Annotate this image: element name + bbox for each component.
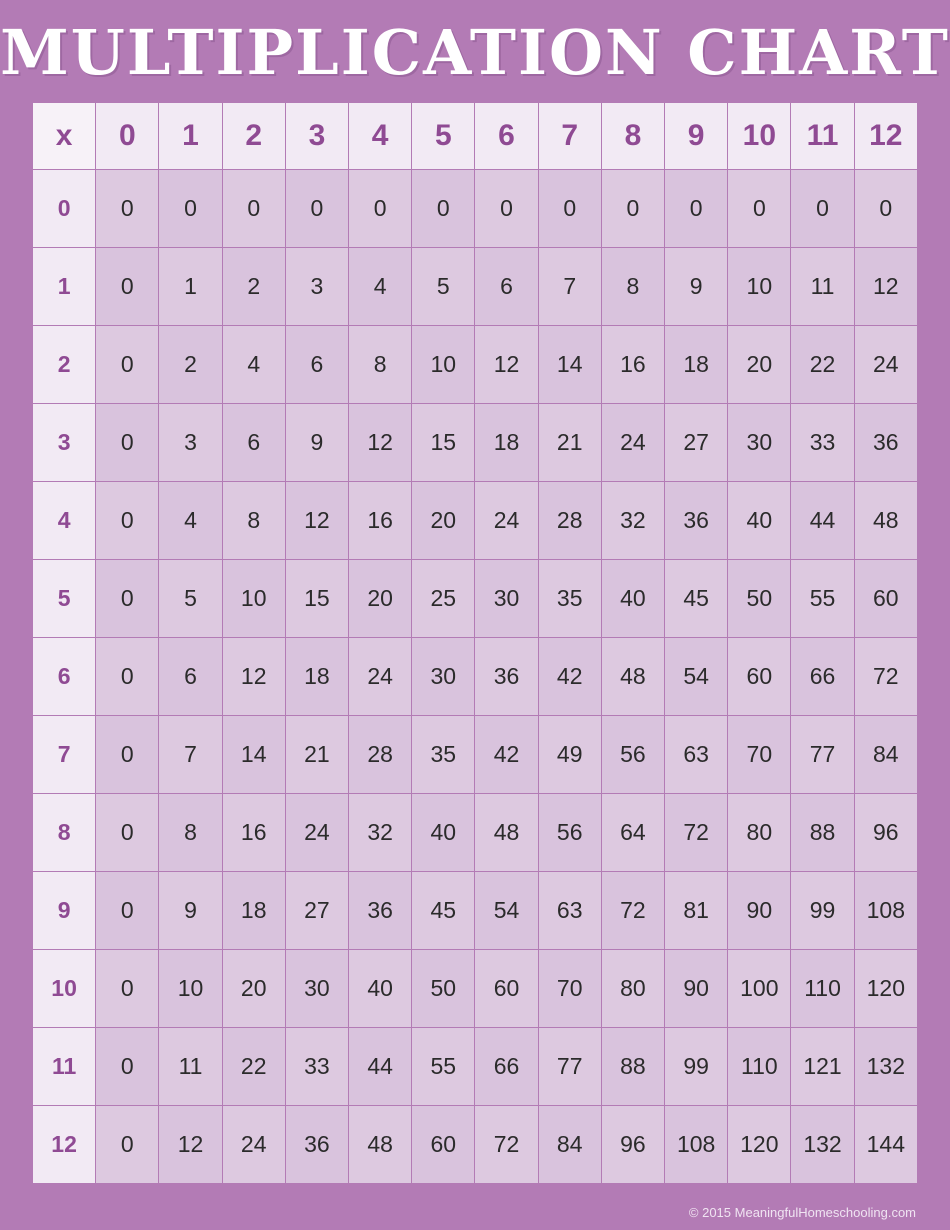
product-cell: 77 xyxy=(791,716,854,794)
product-cell: 35 xyxy=(412,716,475,794)
product-cell: 28 xyxy=(538,482,601,560)
product-cell: 30 xyxy=(728,404,791,482)
product-cell: 60 xyxy=(412,1106,475,1184)
product-cell: 11 xyxy=(159,1028,222,1106)
product-cell: 0 xyxy=(96,170,159,248)
product-cell: 100 xyxy=(728,950,791,1028)
row-header: 2 xyxy=(33,326,96,404)
product-cell: 60 xyxy=(728,638,791,716)
table-row xyxy=(33,482,918,560)
product-cell: 80 xyxy=(601,950,664,1028)
table-row xyxy=(33,326,918,404)
product-cell: 18 xyxy=(222,872,285,950)
product-cell: 40 xyxy=(349,950,412,1028)
product-cell: 32 xyxy=(601,482,664,560)
column-header: 8 xyxy=(601,103,664,170)
product-cell: 8 xyxy=(222,482,285,560)
product-cell: 14 xyxy=(222,716,285,794)
product-cell: 108 xyxy=(854,872,917,950)
product-cell: 90 xyxy=(665,950,728,1028)
product-cell: 0 xyxy=(159,170,222,248)
product-cell: 40 xyxy=(412,794,475,872)
product-cell: 6 xyxy=(159,638,222,716)
column-header: 11 xyxy=(791,103,854,170)
product-cell: 40 xyxy=(601,560,664,638)
product-cell: 20 xyxy=(728,326,791,404)
row-header: 8 xyxy=(33,794,96,872)
product-cell: 30 xyxy=(285,950,348,1028)
product-cell: 4 xyxy=(349,248,412,326)
product-cell: 27 xyxy=(665,404,728,482)
product-cell: 36 xyxy=(285,1106,348,1184)
product-cell: 12 xyxy=(475,326,538,404)
product-cell: 77 xyxy=(538,1028,601,1106)
product-cell: 32 xyxy=(349,794,412,872)
product-cell: 0 xyxy=(412,170,475,248)
product-cell: 15 xyxy=(412,404,475,482)
product-cell: 24 xyxy=(222,1106,285,1184)
product-cell: 20 xyxy=(222,950,285,1028)
product-cell: 16 xyxy=(601,326,664,404)
row-header: 10 xyxy=(33,950,96,1028)
table-row xyxy=(33,1028,918,1106)
product-cell: 50 xyxy=(412,950,475,1028)
product-cell: 24 xyxy=(349,638,412,716)
product-cell: 0 xyxy=(854,170,917,248)
product-cell: 0 xyxy=(728,170,791,248)
product-cell: 66 xyxy=(475,1028,538,1106)
product-cell: 60 xyxy=(854,560,917,638)
product-cell: 36 xyxy=(349,872,412,950)
product-cell: 48 xyxy=(854,482,917,560)
product-cell: 99 xyxy=(791,872,854,950)
product-cell: 3 xyxy=(159,404,222,482)
product-cell: 6 xyxy=(222,404,285,482)
product-cell: 110 xyxy=(728,1028,791,1106)
product-cell: 36 xyxy=(475,638,538,716)
product-cell: 48 xyxy=(475,794,538,872)
product-cell: 96 xyxy=(601,1106,664,1184)
product-cell: 144 xyxy=(854,1106,917,1184)
table-header-row xyxy=(33,103,918,170)
product-cell: 0 xyxy=(96,404,159,482)
product-cell: 80 xyxy=(728,794,791,872)
table-row xyxy=(33,404,918,482)
product-cell: 72 xyxy=(601,872,664,950)
product-cell: 45 xyxy=(665,560,728,638)
chart-table-container xyxy=(32,102,918,1184)
product-cell: 96 xyxy=(854,794,917,872)
product-cell: 3 xyxy=(285,248,348,326)
product-cell: 132 xyxy=(791,1106,854,1184)
product-cell: 4 xyxy=(222,326,285,404)
product-cell: 0 xyxy=(601,170,664,248)
row-header: 5 xyxy=(33,560,96,638)
product-cell: 48 xyxy=(601,638,664,716)
row-header: 3 xyxy=(33,404,96,482)
product-cell: 99 xyxy=(665,1028,728,1106)
product-cell: 25 xyxy=(412,560,475,638)
column-header: 10 xyxy=(728,103,791,170)
column-header: 9 xyxy=(665,103,728,170)
product-cell: 5 xyxy=(412,248,475,326)
product-cell: 0 xyxy=(349,170,412,248)
product-cell: 22 xyxy=(791,326,854,404)
product-cell: 64 xyxy=(601,794,664,872)
product-cell: 2 xyxy=(222,248,285,326)
product-cell: 9 xyxy=(159,872,222,950)
product-cell: 66 xyxy=(791,638,854,716)
column-header: 12 xyxy=(854,103,917,170)
product-cell: 10 xyxy=(159,950,222,1028)
product-cell: 20 xyxy=(412,482,475,560)
product-cell: 6 xyxy=(475,248,538,326)
product-cell: 28 xyxy=(349,716,412,794)
copyright-footer: © 2015 MeaningfulHomeschooling.com xyxy=(688,1205,916,1220)
product-cell: 42 xyxy=(538,638,601,716)
column-header: 4 xyxy=(349,103,412,170)
product-cell: 84 xyxy=(538,1106,601,1184)
product-cell: 1 xyxy=(159,248,222,326)
product-cell: 21 xyxy=(285,716,348,794)
product-cell: 7 xyxy=(538,248,601,326)
table-row xyxy=(33,716,918,794)
product-cell: 4 xyxy=(159,482,222,560)
column-header: 3 xyxy=(285,103,348,170)
product-cell: 56 xyxy=(538,794,601,872)
table-row xyxy=(33,872,918,950)
product-cell: 30 xyxy=(475,560,538,638)
product-cell: 20 xyxy=(349,560,412,638)
product-cell: 45 xyxy=(412,872,475,950)
product-cell: 0 xyxy=(475,170,538,248)
product-cell: 110 xyxy=(791,950,854,1028)
product-cell: 8 xyxy=(601,248,664,326)
table-row xyxy=(33,560,918,638)
product-cell: 54 xyxy=(665,638,728,716)
product-cell: 27 xyxy=(285,872,348,950)
row-header: 4 xyxy=(33,482,96,560)
product-cell: 9 xyxy=(665,248,728,326)
product-cell: 0 xyxy=(665,170,728,248)
product-cell: 12 xyxy=(285,482,348,560)
product-cell: 21 xyxy=(538,404,601,482)
table-row xyxy=(33,248,918,326)
product-cell: 6 xyxy=(285,326,348,404)
column-header: 5 xyxy=(412,103,475,170)
product-cell: 0 xyxy=(96,638,159,716)
product-cell: 50 xyxy=(728,560,791,638)
product-cell: 12 xyxy=(159,1106,222,1184)
product-cell: 81 xyxy=(665,872,728,950)
product-cell: 14 xyxy=(538,326,601,404)
product-cell: 11 xyxy=(791,248,854,326)
product-cell: 108 xyxy=(665,1106,728,1184)
product-cell: 12 xyxy=(349,404,412,482)
product-cell: 0 xyxy=(96,950,159,1028)
product-cell: 121 xyxy=(791,1028,854,1106)
row-header: 0 xyxy=(33,170,96,248)
row-header: 9 xyxy=(33,872,96,950)
product-cell: 55 xyxy=(412,1028,475,1106)
product-cell: 10 xyxy=(412,326,475,404)
product-cell: 36 xyxy=(854,404,917,482)
product-cell: 88 xyxy=(791,794,854,872)
product-cell: 5 xyxy=(159,560,222,638)
product-cell: 0 xyxy=(96,794,159,872)
product-cell: 7 xyxy=(159,716,222,794)
product-cell: 0 xyxy=(96,1028,159,1106)
product-cell: 72 xyxy=(475,1106,538,1184)
product-cell: 44 xyxy=(349,1028,412,1106)
product-cell: 22 xyxy=(222,1028,285,1106)
product-cell: 18 xyxy=(665,326,728,404)
product-cell: 24 xyxy=(285,794,348,872)
product-cell: 60 xyxy=(475,950,538,1028)
row-header: 6 xyxy=(33,638,96,716)
product-cell: 9 xyxy=(285,404,348,482)
product-cell: 18 xyxy=(475,404,538,482)
column-header: 1 xyxy=(159,103,222,170)
product-cell: 33 xyxy=(285,1028,348,1106)
product-cell: 0 xyxy=(96,560,159,638)
product-cell: 44 xyxy=(791,482,854,560)
product-cell: 10 xyxy=(728,248,791,326)
row-header: 12 xyxy=(33,1106,96,1184)
page-title: MULTIPLICATION CHART xyxy=(0,16,950,89)
product-cell: 84 xyxy=(854,716,917,794)
product-cell: 40 xyxy=(728,482,791,560)
product-cell: 120 xyxy=(854,950,917,1028)
table-row xyxy=(33,638,918,716)
row-header: 11 xyxy=(33,1028,96,1106)
product-cell: 0 xyxy=(96,872,159,950)
multiplication-table xyxy=(32,102,918,1184)
product-cell: 16 xyxy=(222,794,285,872)
product-cell: 48 xyxy=(349,1106,412,1184)
product-cell: 54 xyxy=(475,872,538,950)
product-cell: 0 xyxy=(791,170,854,248)
product-cell: 88 xyxy=(601,1028,664,1106)
product-cell: 70 xyxy=(728,716,791,794)
product-cell: 15 xyxy=(285,560,348,638)
table-corner-cell: x xyxy=(33,103,96,170)
table-row xyxy=(33,170,918,248)
product-cell: 0 xyxy=(96,482,159,560)
table-row xyxy=(33,1106,918,1184)
product-cell: 18 xyxy=(285,638,348,716)
product-cell: 33 xyxy=(791,404,854,482)
product-cell: 63 xyxy=(665,716,728,794)
column-header: 6 xyxy=(475,103,538,170)
product-cell: 36 xyxy=(665,482,728,560)
product-cell: 63 xyxy=(538,872,601,950)
table-row xyxy=(33,950,918,1028)
product-cell: 12 xyxy=(854,248,917,326)
product-cell: 72 xyxy=(665,794,728,872)
product-cell: 24 xyxy=(601,404,664,482)
product-cell: 0 xyxy=(96,248,159,326)
product-cell: 132 xyxy=(854,1028,917,1106)
row-header: 1 xyxy=(33,248,96,326)
product-cell: 24 xyxy=(475,482,538,560)
product-cell: 12 xyxy=(222,638,285,716)
product-cell: 35 xyxy=(538,560,601,638)
product-cell: 30 xyxy=(412,638,475,716)
product-cell: 0 xyxy=(96,1106,159,1184)
table-row xyxy=(33,794,918,872)
product-cell: 0 xyxy=(96,326,159,404)
product-cell: 56 xyxy=(601,716,664,794)
product-cell: 8 xyxy=(349,326,412,404)
row-header: 7 xyxy=(33,716,96,794)
product-cell: 8 xyxy=(159,794,222,872)
column-header: 0 xyxy=(96,103,159,170)
column-header: 7 xyxy=(538,103,601,170)
product-cell: 55 xyxy=(791,560,854,638)
product-cell: 0 xyxy=(285,170,348,248)
product-cell: 10 xyxy=(222,560,285,638)
product-cell: 120 xyxy=(728,1106,791,1184)
product-cell: 90 xyxy=(728,872,791,950)
product-cell: 70 xyxy=(538,950,601,1028)
product-cell: 24 xyxy=(854,326,917,404)
product-cell: 42 xyxy=(475,716,538,794)
product-cell: 16 xyxy=(349,482,412,560)
product-cell: 2 xyxy=(159,326,222,404)
product-cell: 0 xyxy=(96,716,159,794)
product-cell: 0 xyxy=(538,170,601,248)
product-cell: 0 xyxy=(222,170,285,248)
product-cell: 49 xyxy=(538,716,601,794)
product-cell: 72 xyxy=(854,638,917,716)
column-header: 2 xyxy=(222,103,285,170)
